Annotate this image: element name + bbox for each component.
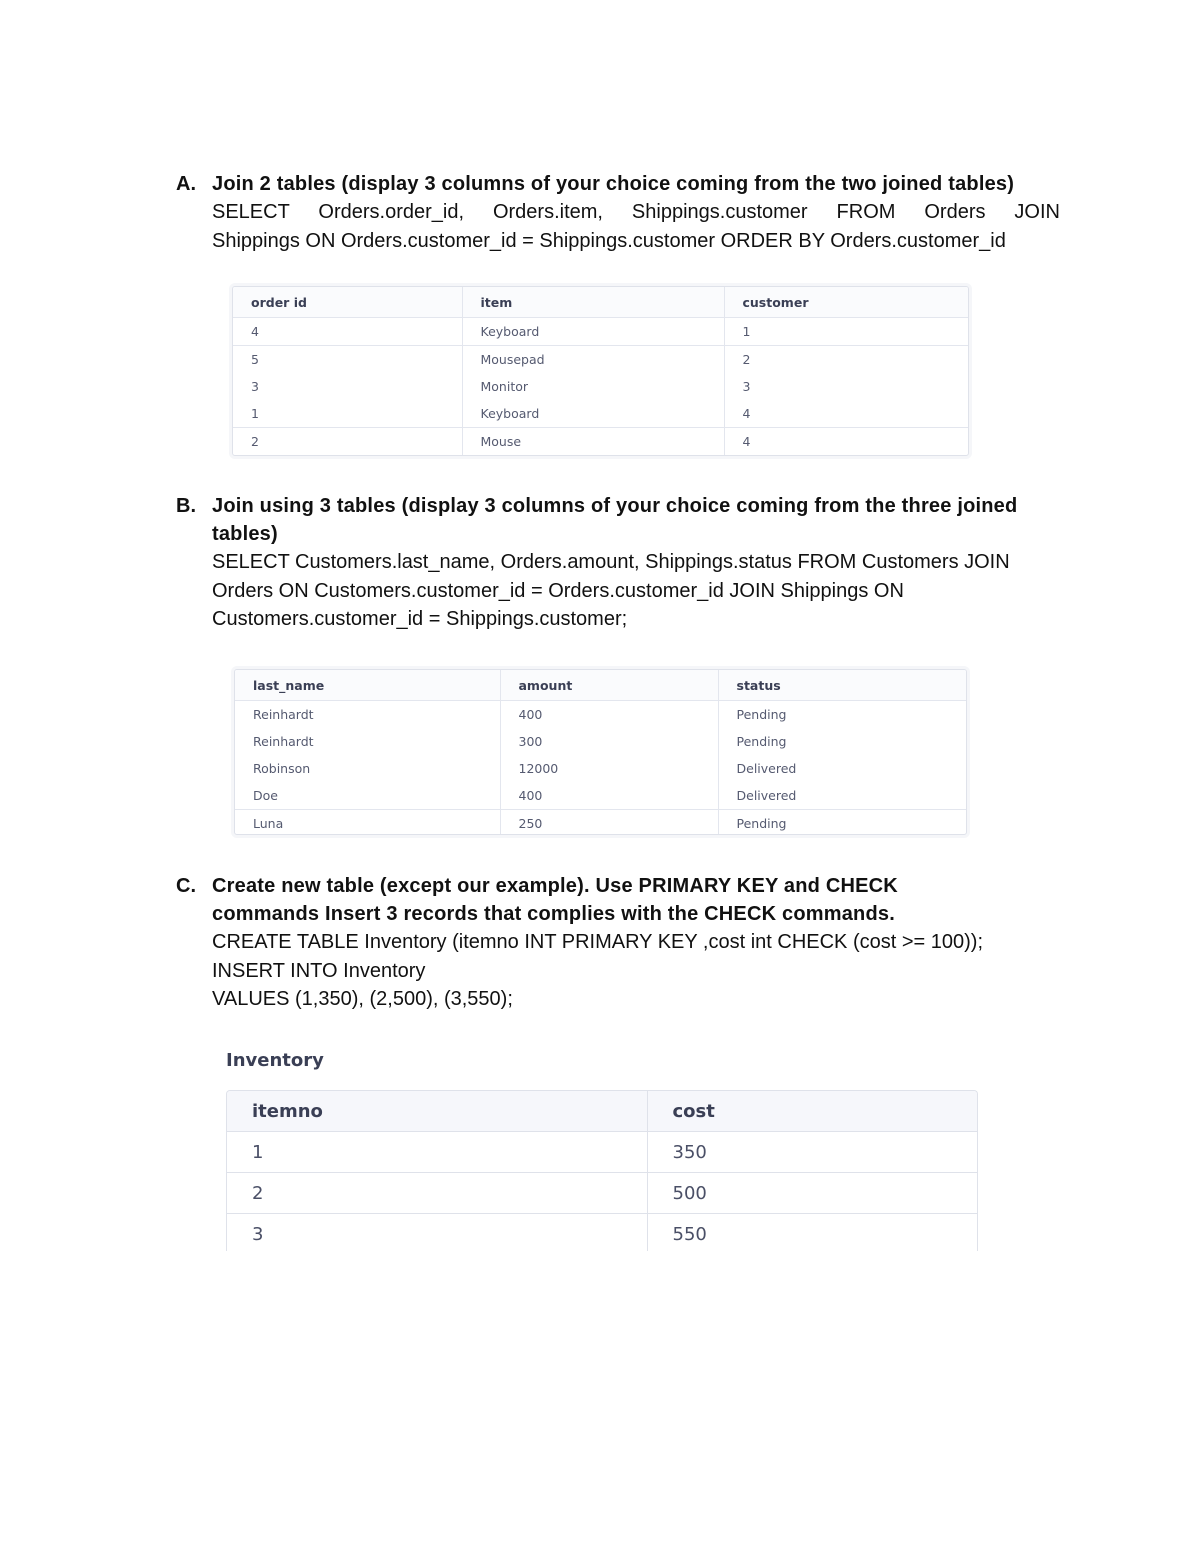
table-cell: Mousepad	[462, 346, 724, 374]
table-cell: 400	[500, 782, 718, 810]
table-cell: Pending	[718, 810, 966, 836]
table-row	[233, 373, 968, 400]
table-cell: 400	[500, 701, 718, 729]
table-row	[233, 346, 968, 374]
table-cell: Reinhardt	[235, 701, 500, 729]
column-header: cost	[647, 1091, 977, 1132]
table-row	[233, 318, 968, 346]
table-cell: 350	[647, 1132, 977, 1173]
table-header-row	[227, 1091, 977, 1132]
table-row	[227, 1132, 977, 1173]
section-a	[176, 170, 1060, 255]
table-cell: 4	[724, 428, 968, 456]
table-cell: 3	[742, 379, 751, 394]
section-c-sql-line2: INSERT INTO Inventory	[212, 959, 426, 982]
section-c	[176, 872, 1060, 1014]
table-cell: 1	[233, 400, 462, 428]
inventory-table	[226, 1090, 978, 1251]
orders-shippings-result-table	[232, 286, 969, 456]
table-cell: 300	[500, 728, 718, 755]
column-header: last_name	[235, 670, 500, 701]
section-a-title: Join 2 tables (display 3 columns of your choice coming from the two joined tables)	[212, 173, 1015, 195]
section-b-letter: B.	[176, 495, 196, 517]
column-header: customer	[724, 287, 968, 318]
table-cell: 4	[742, 406, 751, 421]
table-cell: Mouse	[462, 428, 724, 456]
table-cell: Luna	[235, 810, 500, 836]
table-cell: Keyboard	[462, 400, 724, 428]
table-row	[233, 428, 968, 456]
table-cell: Reinhardt	[235, 728, 500, 755]
section-b-title: Join using 3 tables (display 3 columns of your choice coming from the three joined tables)	[212, 495, 1018, 545]
column-header: item	[462, 287, 724, 318]
table-cell: 3	[227, 1214, 647, 1252]
column-header: itemno	[227, 1091, 647, 1132]
customers-orders-shippings-result-table	[234, 669, 967, 835]
table-cell: 250	[500, 810, 718, 836]
table-row	[233, 400, 968, 428]
table-cell: 500	[647, 1173, 977, 1214]
column-header: amount	[500, 670, 718, 701]
table-cell: Monitor	[462, 373, 724, 400]
column-header: status	[718, 670, 966, 701]
table-row	[227, 1173, 977, 1214]
section-c-sql-line1: CREATE TABLE Inventory (itemno INT PRIMARY KEY ,cost int CHECK (cost >= 100));	[212, 931, 984, 953]
section-b	[176, 492, 1060, 634]
section-a-sql-line2: Shippings ON Orders.customer_id = Shippings.customer ORDER BY Orders.customer_id	[212, 229, 1006, 252]
table-cell: Delivered	[736, 788, 797, 803]
section-a-sql-line1: SELECT Orders.order_id, Orders.item, Shippings.customer FROM Orders JOIN	[212, 201, 1060, 223]
table-cell: Keyboard	[462, 318, 724, 346]
table-row	[235, 701, 966, 729]
table-cell: 2	[724, 346, 968, 374]
table-row	[227, 1214, 977, 1252]
table-row	[235, 755, 966, 782]
table-cell: 3	[233, 373, 462, 400]
table-cell: Doe	[235, 782, 500, 810]
table-cell: Pending	[736, 707, 787, 722]
section-c-title: Create new table (except our example). Use PRIMARY KEY and CHECK commands Insert 3 records that complies with the CHECK commands.	[212, 875, 898, 925]
table-cell: Delivered	[736, 761, 797, 776]
section-c-sql-line3: VALUES (1,350), (2,500), (3,550);	[212, 988, 513, 1010]
table-header-row	[233, 287, 968, 318]
column-header: order id	[233, 287, 462, 318]
table-row	[235, 728, 966, 755]
table-cell: 1	[742, 324, 751, 339]
section-b-sql: SELECT Customers.last_name, Orders.amount, Shippings.status FROM Customers JOIN Orders ON Customers.customer_id = Orders.customer_id JOIN Shippings ON Customers.customer_id = Shippings.customer;	[212, 551, 1010, 630]
table-cell: 4	[233, 318, 462, 346]
section-c-letter: C.	[176, 875, 196, 897]
table-cell: 12000	[500, 755, 718, 782]
table-row	[235, 810, 966, 836]
table-row	[235, 782, 966, 810]
table-cell: 2	[227, 1173, 647, 1214]
table-cell: 5	[233, 346, 462, 374]
inventory-table-title: Inventory	[226, 1050, 324, 1071]
section-a-letter: A.	[176, 173, 196, 195]
table-cell: 1	[227, 1132, 647, 1173]
table-cell: Pending	[736, 734, 787, 749]
table-cell: 2	[233, 428, 462, 456]
table-header-row	[235, 670, 966, 701]
table-cell: 550	[672, 1223, 707, 1245]
table-cell: Robinson	[235, 755, 500, 782]
